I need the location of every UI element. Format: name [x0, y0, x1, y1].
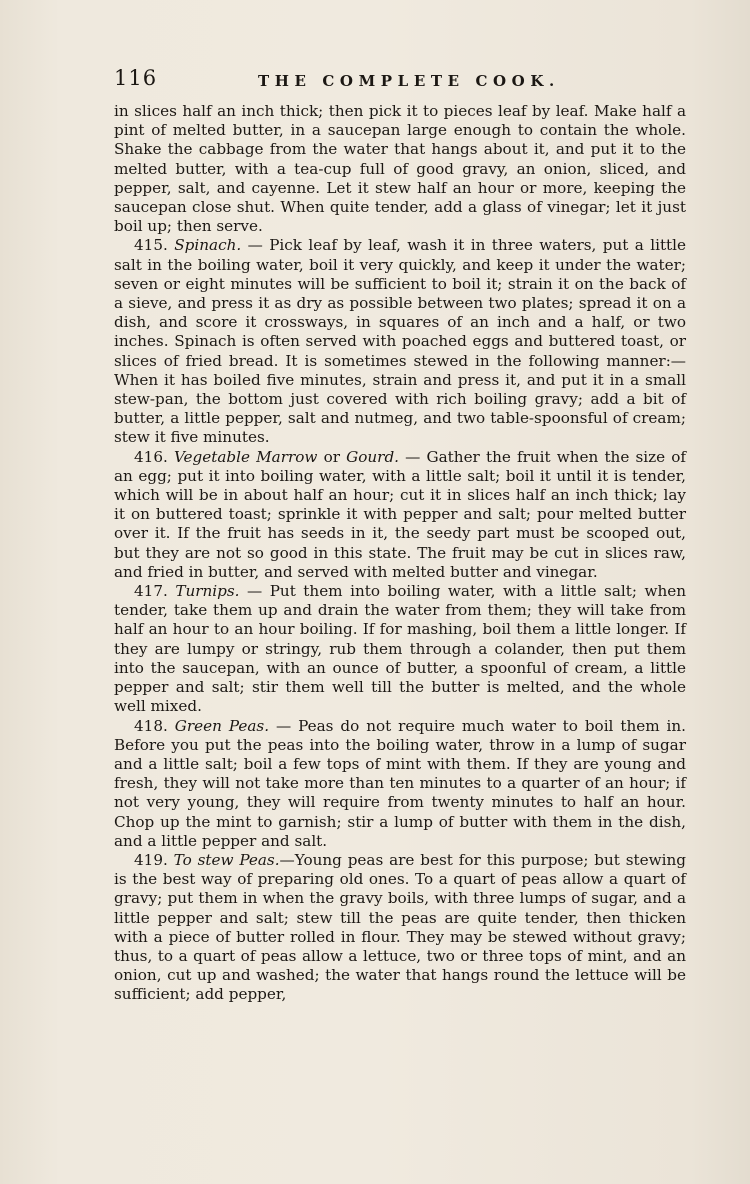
- page-body: [114, 102, 686, 1005]
- recipe-416: [114, 448, 686, 582]
- recipe-title: Spinach.: [174, 236, 242, 255]
- recipe-418: [114, 717, 686, 851]
- recipe-title: Green Peas.: [174, 716, 270, 735]
- recipe-title-extra: Gourd.: [346, 447, 399, 466]
- page-number: 116: [114, 66, 158, 90]
- recipe-title: To stew Peas.: [173, 850, 280, 869]
- recipe-text: — Peas do not require much water to boil them in. Before you put the peas into the boiling water, throw in a lump of sugar and a little salt; boil a few tops of mint with them. If they are young and fresh, they will not take more than ten minutes to a quarter of an hour; if not very young, they will require from twenty minutes to half an hour. Chop up the mint to garnish; stir a lump of butter with them in the dish, and a little pepper and salt.: [114, 716, 687, 850]
- recipe-title: Vegetable Marrow: [173, 447, 318, 466]
- recipe-number: 418.: [134, 716, 168, 735]
- recipe-number: 416.: [134, 447, 168, 466]
- recipe-417: [114, 582, 686, 716]
- running-title: THE COMPLETE COOK.: [258, 72, 560, 90]
- recipe-number: 415.: [134, 236, 168, 255]
- recipe-title: Turnips.: [175, 582, 240, 601]
- recipe-text: — Pick leaf by leaf, wash it in three waters, put a little salt in the boiling water, boil it very quickly, and keep it under the water; seven or eight minutes will be sufficient to boil it; strain it on the back of a sieve, and press it as dry as possible between two plates; spread it on a dish, and score it crossways, in squares of an inch and a half, or two inches. Spinach is often served with poached eggs and buttered toast, or slices of fried bread. It is sometimes stewed in the following manner:—When it has boiled five minutes, strain and press it, and put it in a small stew-pan, the bottom just covered with rich boiling gravy; add a bit of butter, a little pepper, salt and nutmeg, and two table-spoonsful of cream; stew it five minutes.: [114, 236, 687, 447]
- recipe-text: — Put them into boiling water, with a little salt; when tender, take them up and drain the water from them; they will take from half an hour to an hour boiling. If for mashing, boil them a little longer. If they are lumpy or stringy, rub them through a colander, then put them into the saucepan, with an ounce of butter, a spoonful of cream, a little pepper and salt; stir them well till the butter is melted, and the whole well mixed.: [114, 582, 687, 716]
- recipe-title-join: or: [323, 447, 340, 466]
- recipe-419: [114, 851, 686, 1005]
- page-header: [114, 66, 694, 96]
- recipe-text: —Young peas are best for this purpose; but stewing is the best way of preparing old ones. To a quart of peas allow a quart of gravy; put them in when the gravy boils, with three lumps of sugar, and a little pepper and salt; stew till the peas are quite tender, then thicken with a piece of butter rolled in flour. They may be stewed without gravy; thus, to a quart of peas allow a lettuce, two or three tops of mint, and an onion, cut up and washed; the water that hangs round the lettuce will be sufficient; add pepper,: [114, 850, 687, 1004]
- recipe-number: 417.: [134, 582, 168, 601]
- recipe-number: 419.: [134, 850, 168, 869]
- continuation-paragraph: in slices half an inch thick; then pick it to pieces leaf by leaf. Make half a pint of melted butter, in a saucepan large enough to contain the whole. Shake the cabbage from the water that hangs about it, and put it to the melted butter, with a tea-cup full of good gravy, an onion, sliced, and pepper, salt, and cayenne. Let it stew half an hour or more, keeping the saucepan close shut. When quite tender, add a glass of vinegar; let it just boil up; then serve.: [114, 102, 686, 236]
- recipe-415: [114, 236, 686, 447]
- recipe-text: — Gather the fruit when the size of an egg; put it into boiling water, with a little salt; boil it until it is tender, which will be in about half an hour; cut it in slices half an inch thick; lay it on buttered toast; sprinkle it with pepper and salt; pour melted butter over it. If the fruit has seeds in it, the seedy part must be scooped out, but they are not so good in this state. The fruit may be cut in slices raw, and fried in butter, and served with melted butter and vinegar.: [114, 447, 687, 581]
